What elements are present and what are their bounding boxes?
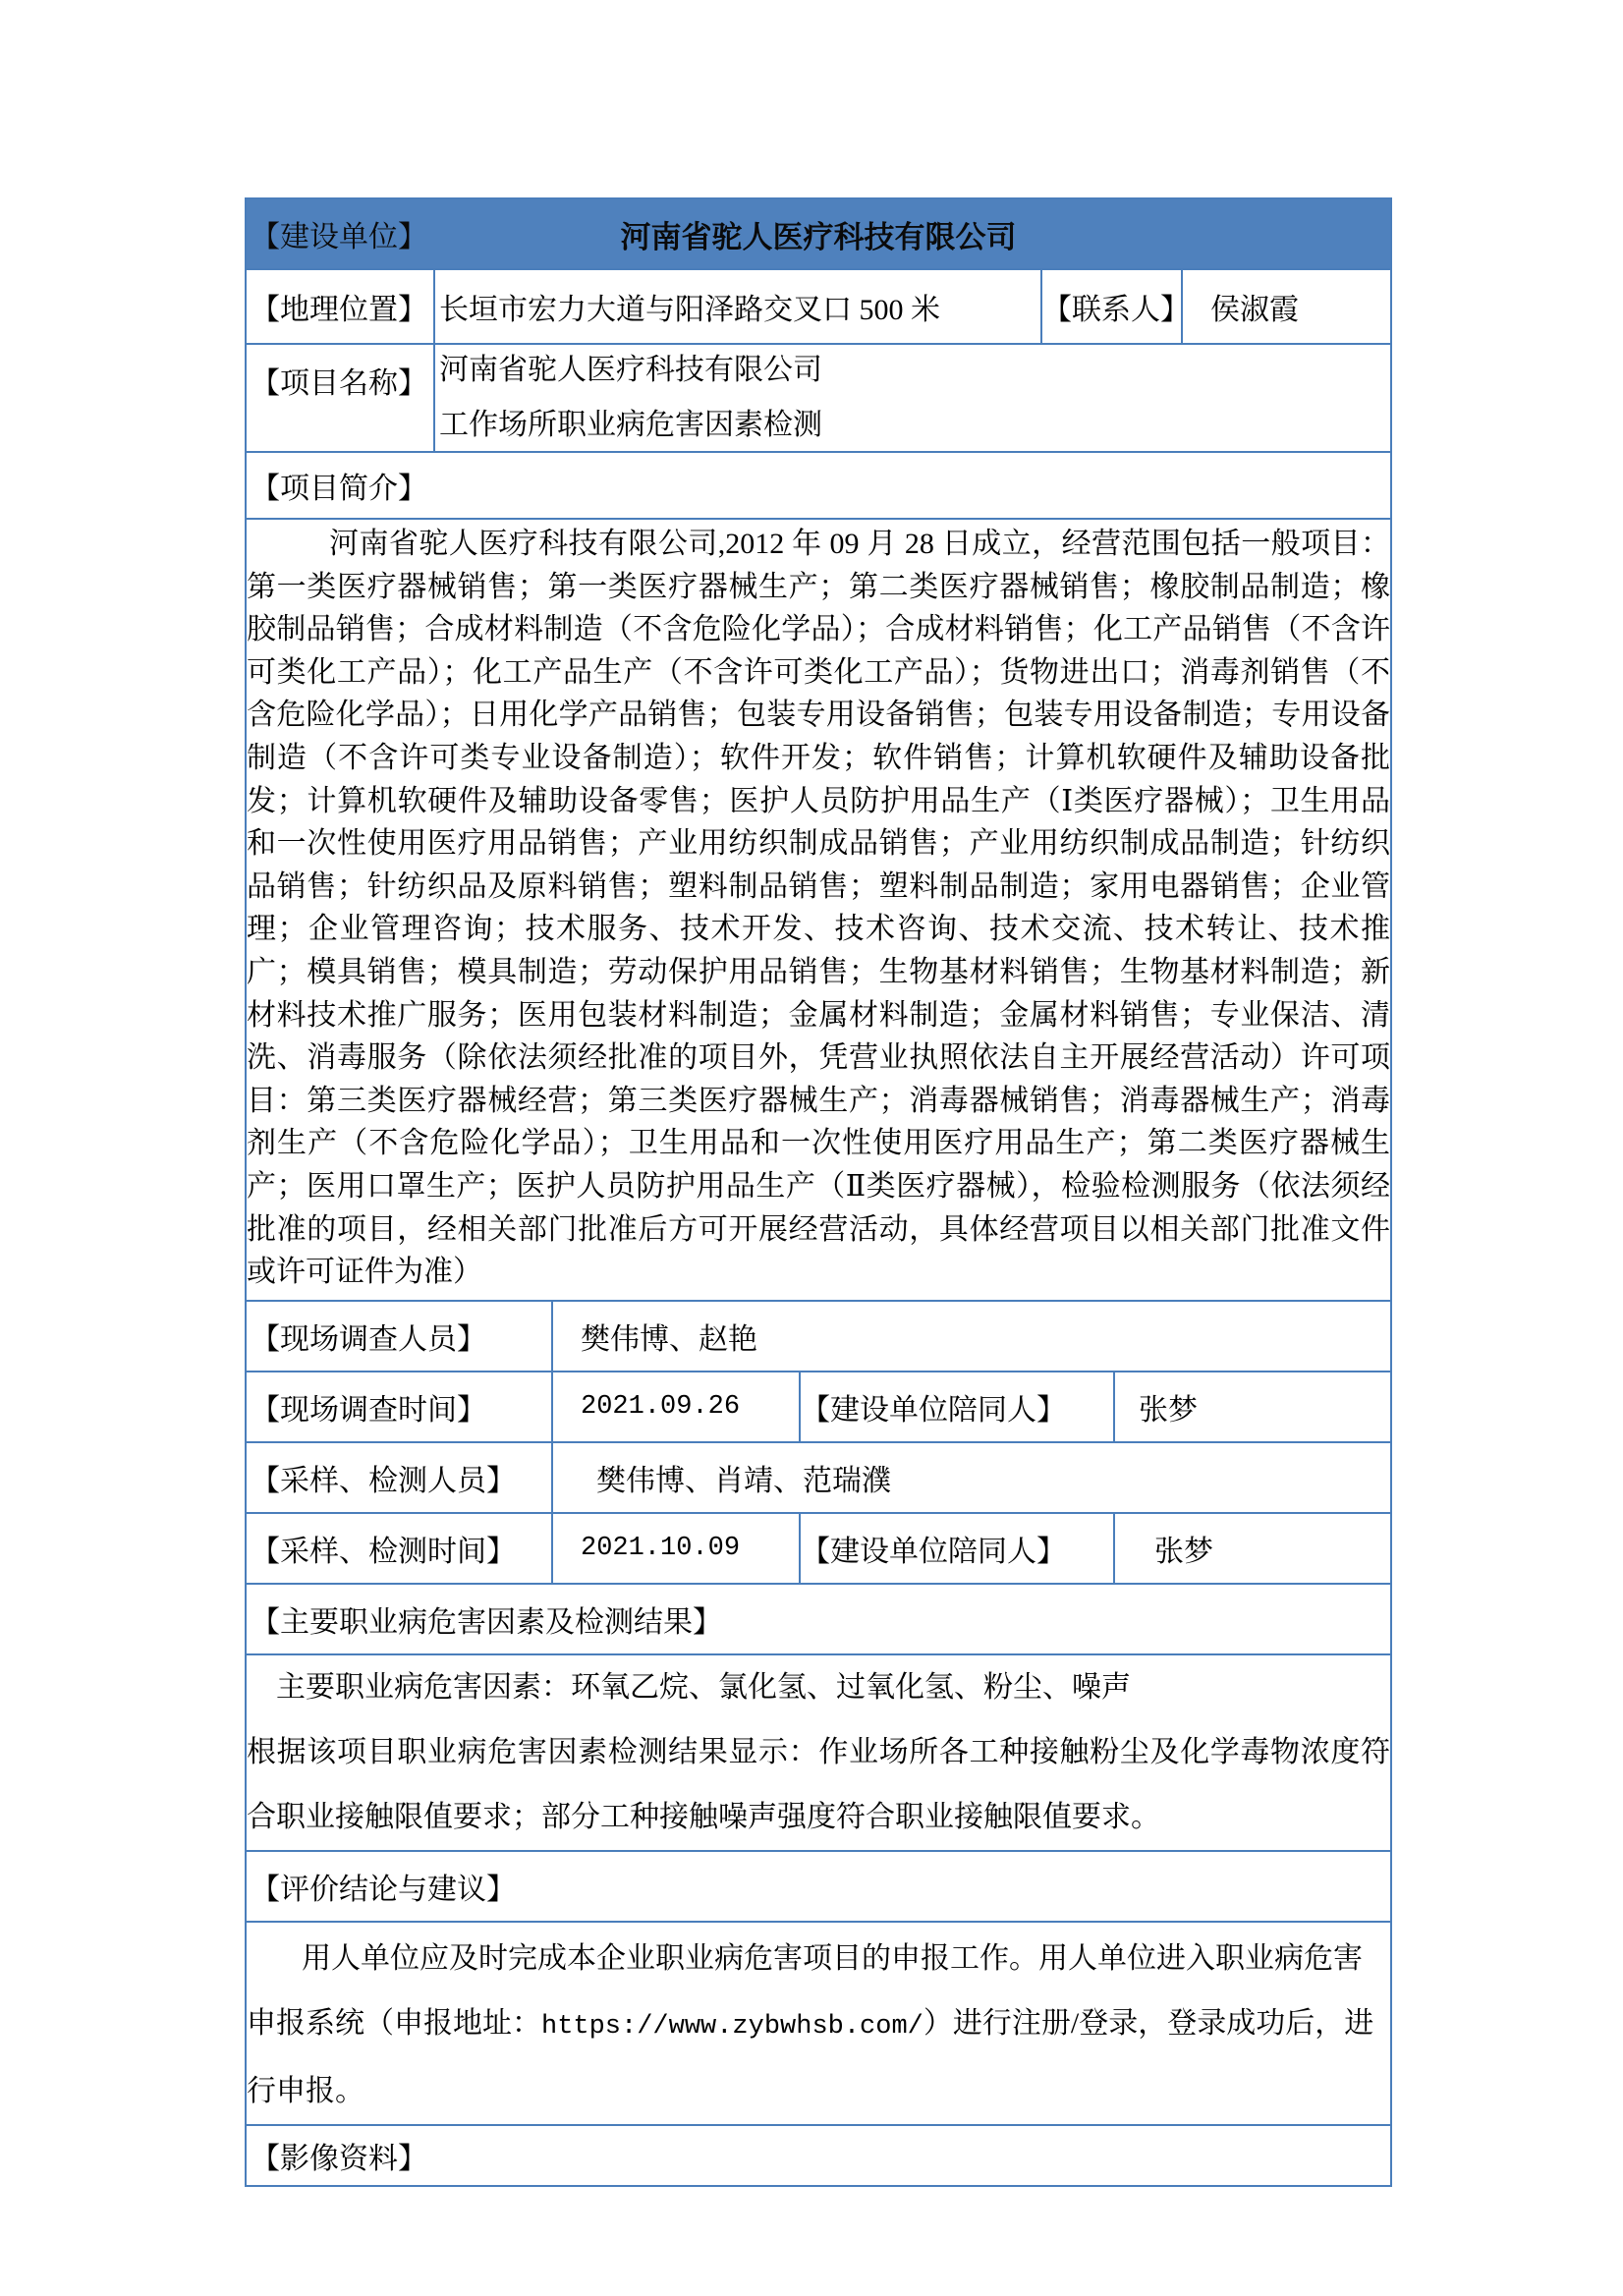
intro-text-row bbox=[245, 518, 1392, 1300]
results-text-row bbox=[245, 1653, 1392, 1850]
conclusion-url: https://www.zybwhsb.com/ bbox=[541, 2011, 923, 2042]
project-name-label: 【项目名称】 bbox=[251, 367, 427, 400]
results-line2: 根据该项目职业病危害因素检测结果显示：作业场所各工种接触粉尘及化学毒物浓度符合职业接触限值要求；部分工种接触噪声强度符合职业接触限值要求。 bbox=[247, 1735, 1390, 1833]
sampling-staff-value: 樊伟博、肖靖、范瑞濮 bbox=[551, 1443, 1390, 1512]
images-label: 【影像资料】 bbox=[251, 2142, 427, 2175]
sampling-time-row bbox=[245, 1512, 1392, 1583]
results-label-row bbox=[245, 1583, 1392, 1653]
company-title: 河南省驼人医疗科技有限公司 bbox=[620, 219, 1017, 254]
survey-time-row bbox=[245, 1371, 1392, 1441]
images-label-row bbox=[245, 2124, 1392, 2187]
sampling-escort-value: 张梦 bbox=[1113, 1514, 1390, 1583]
results-line1: 主要职业病危害因素：环氧乙烷、氯化氢、过氧化氢、粉尘、噪声 bbox=[276, 1670, 1131, 1704]
location-label: 【地理位置】 bbox=[251, 294, 427, 326]
builder-label: 【建设单位】 bbox=[251, 221, 427, 253]
survey-escort-label: 【建设单位陪同人】 bbox=[799, 1372, 1113, 1441]
intro-label-row bbox=[245, 451, 1392, 518]
location-value: 长垣市宏力大道与阳泽路交叉口 500 米 bbox=[433, 270, 1040, 343]
intro-text: 河南省驼人医疗科技有限公司,2012 年 09 月 28 日成立，经营范围包括一般项目：第一类医疗器械销售；第一类医疗器械生产；第二类医疗器械销售；橡胶制品制造；橡胶制品销售；合成材料制造（不含危险化学品）；合成材料销售；化工产品销售（不含许可类化工产品）；化工产品生产（不含许可类化工产品）；货物进出口；消毒剂销售（不含危险化学品）；日用化学产品销售；包装专用设备销售；包装专用设备制造；专用设备制造（不含许可类专业设备制造）；软件开发；软件销售；计算机软硬件及辅助设备批发；计算机软硬件及辅助设备零售；医护人员防护用品生产（Ⅰ类医疗器械）；卫生用品和一次性使用医疗用品销售；产业用纺织制成品销售；产业用纺织制成品制造；针纺织品销售；针纺织品及原料销售；塑料制品销售；塑料制品制造；家用电器销售；企业管理；企业管理咨询；技术服务、技术开发、技术咨询、技术交流、技术转让、技术推广；模具销售；模具制造；劳动保护用品销售；生物基材料销售；生物基材料制造；新材料技术推广服务；医用包装材料制造；金属材料制造；金属材料销售；专业保洁、清洗、消毒服务（除依法须经批准的项目外，凭营业执照依法自主开展经营活动）许可项目：第三类医疗器械经营；第三类医疗器械生产；消毒器械销售；消毒器械生产；消毒剂生产（不含危险化学品）；卫生用品和一次性使用医疗用品生产；第二类医疗器械生产；医用口罩生产；医护人员防护用品生产（Ⅱ类医疗器械），检验检测服务（依法须经批准的项目，经相关部门批准后方可开展经营活动，具体经营项目以相关部门批准文件或许可证件为准） bbox=[247, 528, 1390, 1289]
info-table bbox=[245, 197, 1392, 2187]
conclusion-text bbox=[247, 1923, 1390, 2124]
contact-value: 侯淑霞 bbox=[1181, 270, 1390, 343]
conclusion-label: 【评价结论与建议】 bbox=[251, 1873, 516, 1906]
sampling-time-label: 【采样、检测时间】 bbox=[251, 1535, 516, 1568]
sampling-staff-row bbox=[245, 1441, 1392, 1512]
survey-staff-value: 樊伟博、赵艳 bbox=[551, 1302, 1390, 1371]
survey-escort-value: 张梦 bbox=[1113, 1372, 1390, 1441]
project-name-value bbox=[433, 345, 1390, 451]
survey-time-label: 【现场调查时间】 bbox=[251, 1393, 486, 1427]
conclusion-label-row bbox=[245, 1850, 1392, 1921]
survey-time-value: 2021.09.26 bbox=[551, 1372, 799, 1441]
header-row bbox=[245, 197, 1392, 268]
results-label: 【主要职业病危害因素及检测结果】 bbox=[251, 1605, 722, 1639]
contact-label: 【联系人】 bbox=[1040, 270, 1181, 343]
sampling-staff-label: 【采样、检测人员】 bbox=[251, 1464, 516, 1497]
location-row bbox=[245, 268, 1392, 343]
survey-staff-label: 【现场调查人员】 bbox=[251, 1322, 486, 1356]
intro-label: 【项目简介】 bbox=[251, 473, 427, 505]
conclusion-text-a: 用人单位应及时完成本企业职业病危害项目的申报工作。用人单位进入职业病危害申报系统（申报地址： bbox=[247, 1941, 1363, 2040]
results-text bbox=[247, 1655, 1390, 1850]
sampling-time-value: 2021.10.09 bbox=[551, 1514, 799, 1583]
conclusion-text-row bbox=[245, 1921, 1392, 2124]
project-name-line1: 河南省驼人医疗科技有限公司 bbox=[439, 354, 822, 386]
sampling-escort-label: 【建设单位陪同人】 bbox=[799, 1514, 1113, 1583]
project-name-row bbox=[245, 343, 1392, 451]
conclusion-text-b: ）进行注册/登录，登录成功后，进行申报。 bbox=[247, 2006, 1374, 2107]
survey-staff-row bbox=[245, 1300, 1392, 1371]
project-name-line2: 工作场所职业病危害因素检测 bbox=[439, 409, 822, 441]
